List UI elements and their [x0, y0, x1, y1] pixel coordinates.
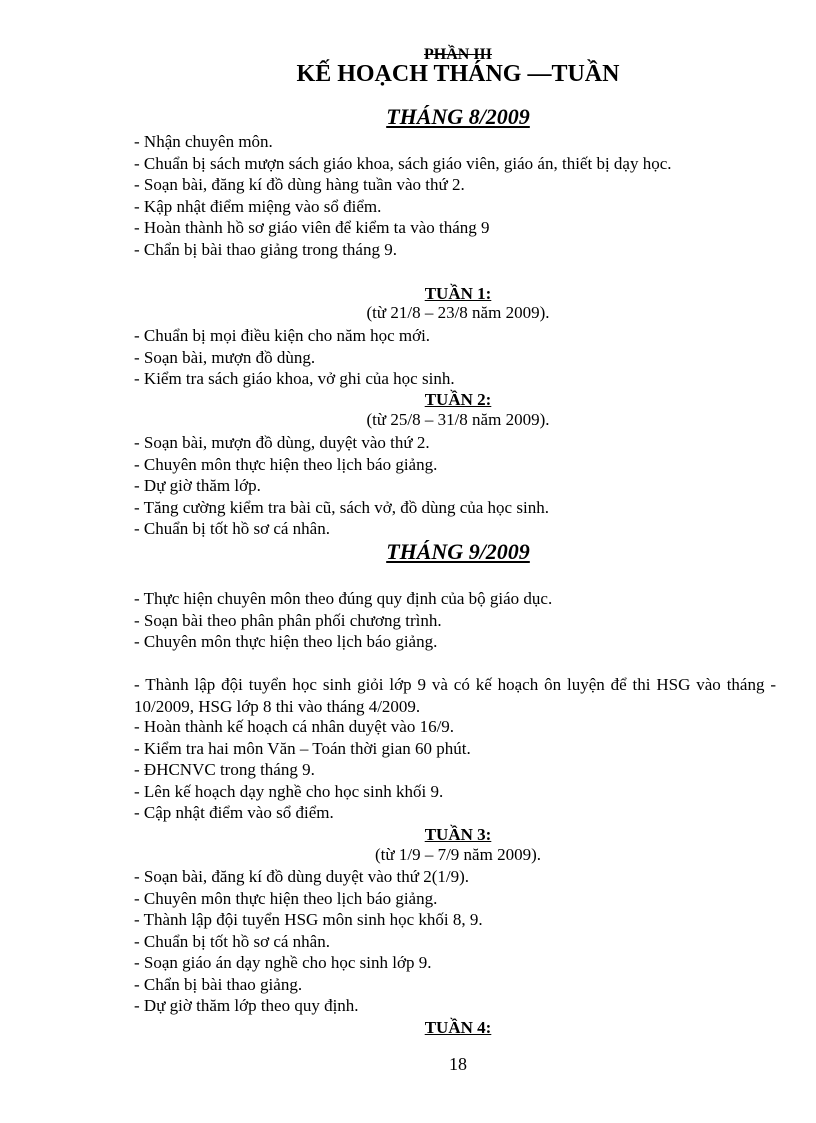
- list-item: - Chuẩn bị mọi điều kiện cho năm học mới.: [134, 326, 431, 345]
- list-item: - Tăng cường kiểm tra bài cũ, sách vở, đồ dùng của học sinh.: [134, 497, 549, 517]
- week-1-heading: TUẦN 1:: [424, 284, 492, 303]
- list-item: - Chuyên môn thực hiện theo lịch báo giảng.: [134, 632, 438, 651]
- week-2-heading: TUẦN 2:: [424, 390, 492, 409]
- list-item: - Soạn bài, mượn đồ dùng.: [134, 347, 316, 367]
- list-item: - Chuẩn bị sách mượn sách giáo khoa, sách giáo viên, giáo án, thiết bị dạy học.: [134, 153, 672, 173]
- list-item: - Chuyên môn thực hiện theo lịch báo giảng.: [134, 888, 438, 908]
- week-1-list: [134, 325, 455, 390]
- month-9-heading: THÁNG 9/2009: [386, 539, 530, 564]
- list-item: - Kập nhật điểm miệng vào sổ điểm.: [134, 196, 382, 216]
- week-3-date-range: (từ 1/9 – 7/9 năm 2009).: [375, 845, 541, 864]
- list-item: - Hoàn thành kế hoạch cá nhân duyệt vào 16/9.: [134, 717, 455, 736]
- week-4-heading: TUẦN 4:: [424, 1018, 492, 1037]
- month-9-paragraph: - Thành lập đội tuyển học sinh giỏi lớp 9 và có kế hoạch ôn luyện để thi HSG vào tháng - 10/2009, HSG lớp 8 thi vào tháng 4/2009.: [134, 675, 776, 716]
- page-number: 18: [449, 1054, 467, 1074]
- list-item: - Soạn bài theo phân phân phối chương trình.: [134, 610, 442, 630]
- list-item: - Dự giờ thăm lớp.: [134, 476, 261, 495]
- list-item: - Soạn bài, đăng kí đồ dùng hàng tuần vào thứ 2.: [134, 175, 465, 194]
- month-9-list-a: [134, 588, 552, 653]
- list-item: - Thực hiện chuyên môn theo đúng quy định của bộ giáo dục.: [134, 589, 553, 608]
- week-2-list: [134, 432, 549, 540]
- list-item: - Lên kế hoạch dạy nghề cho học sinh khối 9.: [134, 781, 444, 801]
- list-item: - Kiểm tra hai môn Văn – Toán thời gian 60 phút.: [134, 738, 471, 758]
- list-item: - ĐHCNVC trong tháng 9.: [134, 760, 315, 779]
- list-item: - Nhận chuyên môn.: [134, 132, 273, 151]
- document-title: KẾ HOẠCH THÁNG —TUẦN: [296, 61, 620, 87]
- list-item: - Chuẩn bị tốt hồ sơ cá nhân.: [134, 931, 330, 951]
- list-item: - Soạn bài, mượn đồ dùng, duyệt vào thứ 2.: [134, 433, 430, 452]
- month-9-list-b: [134, 716, 471, 824]
- part-heading: PHẦN III: [423, 46, 492, 63]
- list-item: - Kiểm tra sách giáo khoa, vở ghi của học sinh.: [134, 369, 455, 388]
- list-item: - Soạn bài, đăng kí đồ dùng duyệt vào thứ 2(1/9).: [134, 867, 469, 886]
- list-item: - Thành lập đội tuyển HSG môn sinh học khối 8, 9.: [134, 910, 483, 929]
- week-1-date-range: (từ 21/8 – 23/8 năm 2009).: [366, 303, 550, 322]
- list-item: - Dự giờ thăm lớp theo quy định.: [134, 996, 359, 1015]
- week-3-heading: TUẦN 3:: [424, 825, 492, 844]
- month-8-list: [134, 131, 672, 260]
- list-item: - Hoàn thành hồ sơ giáo viên để kiểm ta vào tháng 9: [134, 218, 490, 237]
- week-3-list: [134, 866, 483, 1017]
- list-item: - Soạn giáo án dạy nghề cho học sinh lớp 9.: [134, 953, 432, 972]
- week-2-date-range: (từ 25/8 – 31/8 năm 2009).: [366, 410, 550, 429]
- list-item: - Chuẩn bị tốt hồ sơ cá nhân.: [134, 519, 330, 538]
- list-item: - Chuyên môn thực hiện theo lịch báo giảng.: [134, 454, 438, 474]
- list-item: - Cập nhật điểm vào sổ điểm.: [134, 803, 334, 822]
- month-8-heading: THÁNG 8/2009: [386, 104, 530, 129]
- list-item: - Chẩn bị bài thao giảng.: [134, 974, 303, 994]
- list-item: - Chẩn bị bài thao giảng trong tháng 9.: [134, 239, 397, 259]
